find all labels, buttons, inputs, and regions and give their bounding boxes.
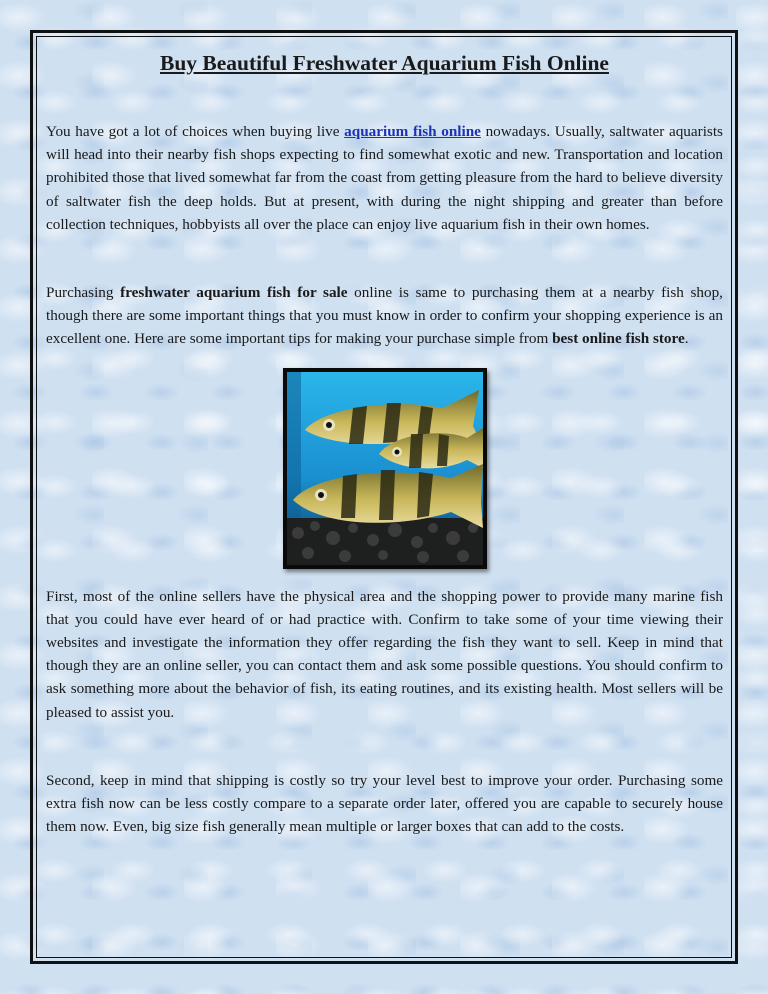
aquarium-fish-online-link[interactable]: aquarium fish online [344,123,481,140]
paragraph-purchasing [46,281,723,351]
fish-photo-container [46,368,723,573]
keyword-freshwater-fish: freshwater aquarium fish for sale [120,284,348,302]
paragraph-purchasing-middle: online is same to purchasing them at a nearby fish shop, though there are some important things that you must know in order to confirm your shopping experience is an excellent one. Here are some important tips for making your purchase simple from [46,284,723,348]
paragraph-second-tip: Second, keep in mind that shipping is costly so try your level best to improve your order. Purchasing some extra fish now can be less costly compare to a separate order later, offered you are capable to securely house them now. Even, big size fish generally mean multiple or larger boxes that can add to the costs. [46,771,723,836]
paragraph-first-tip: First, most of the online sellers have the physical area and the shopping power to provide many marine fish that you could have ever heard of or had practice with. Confirm to take some of your time viewing their websites and investigate the information they offer regarding the fish they want to sell. Keep in mind that though they are an online seller, you can contact them and ask some possible questions. You should confirm to ask something more about the behavior of fish, its eating routines, and its existing health. Most sellers will be pleased to assist you. [46,587,723,721]
keyword-best-fish-store: best online fish store [552,330,685,348]
document-title: Buy Beautiful Freshwater Aquarium Fish Online [160,51,609,75]
paragraph-intro-text-start: You have got a lot of choices when buying live [46,123,345,140]
paragraph-intro [46,120,723,236]
paragraph-intro-text-end: nowadays. Usually, saltwater aquarists will head into their nearby fish shops expecting to find somewhat exotic and new. Transportation and location prohibited those that lived somewhat far from the coast from getting pleasure from the hard to believe diversity of saltwater fish the deep holds. But at present, with during the night shipping and greater than before collection techniques, hobbyists all over the place can enjoy live aquarium fish in their own homes. [46,123,723,233]
paragraph-purchasing-intro: Purchasing [46,284,121,302]
document-body [46,44,723,838]
paragraph-purchasing-end: . [684,330,689,348]
fish-photo [283,368,487,569]
